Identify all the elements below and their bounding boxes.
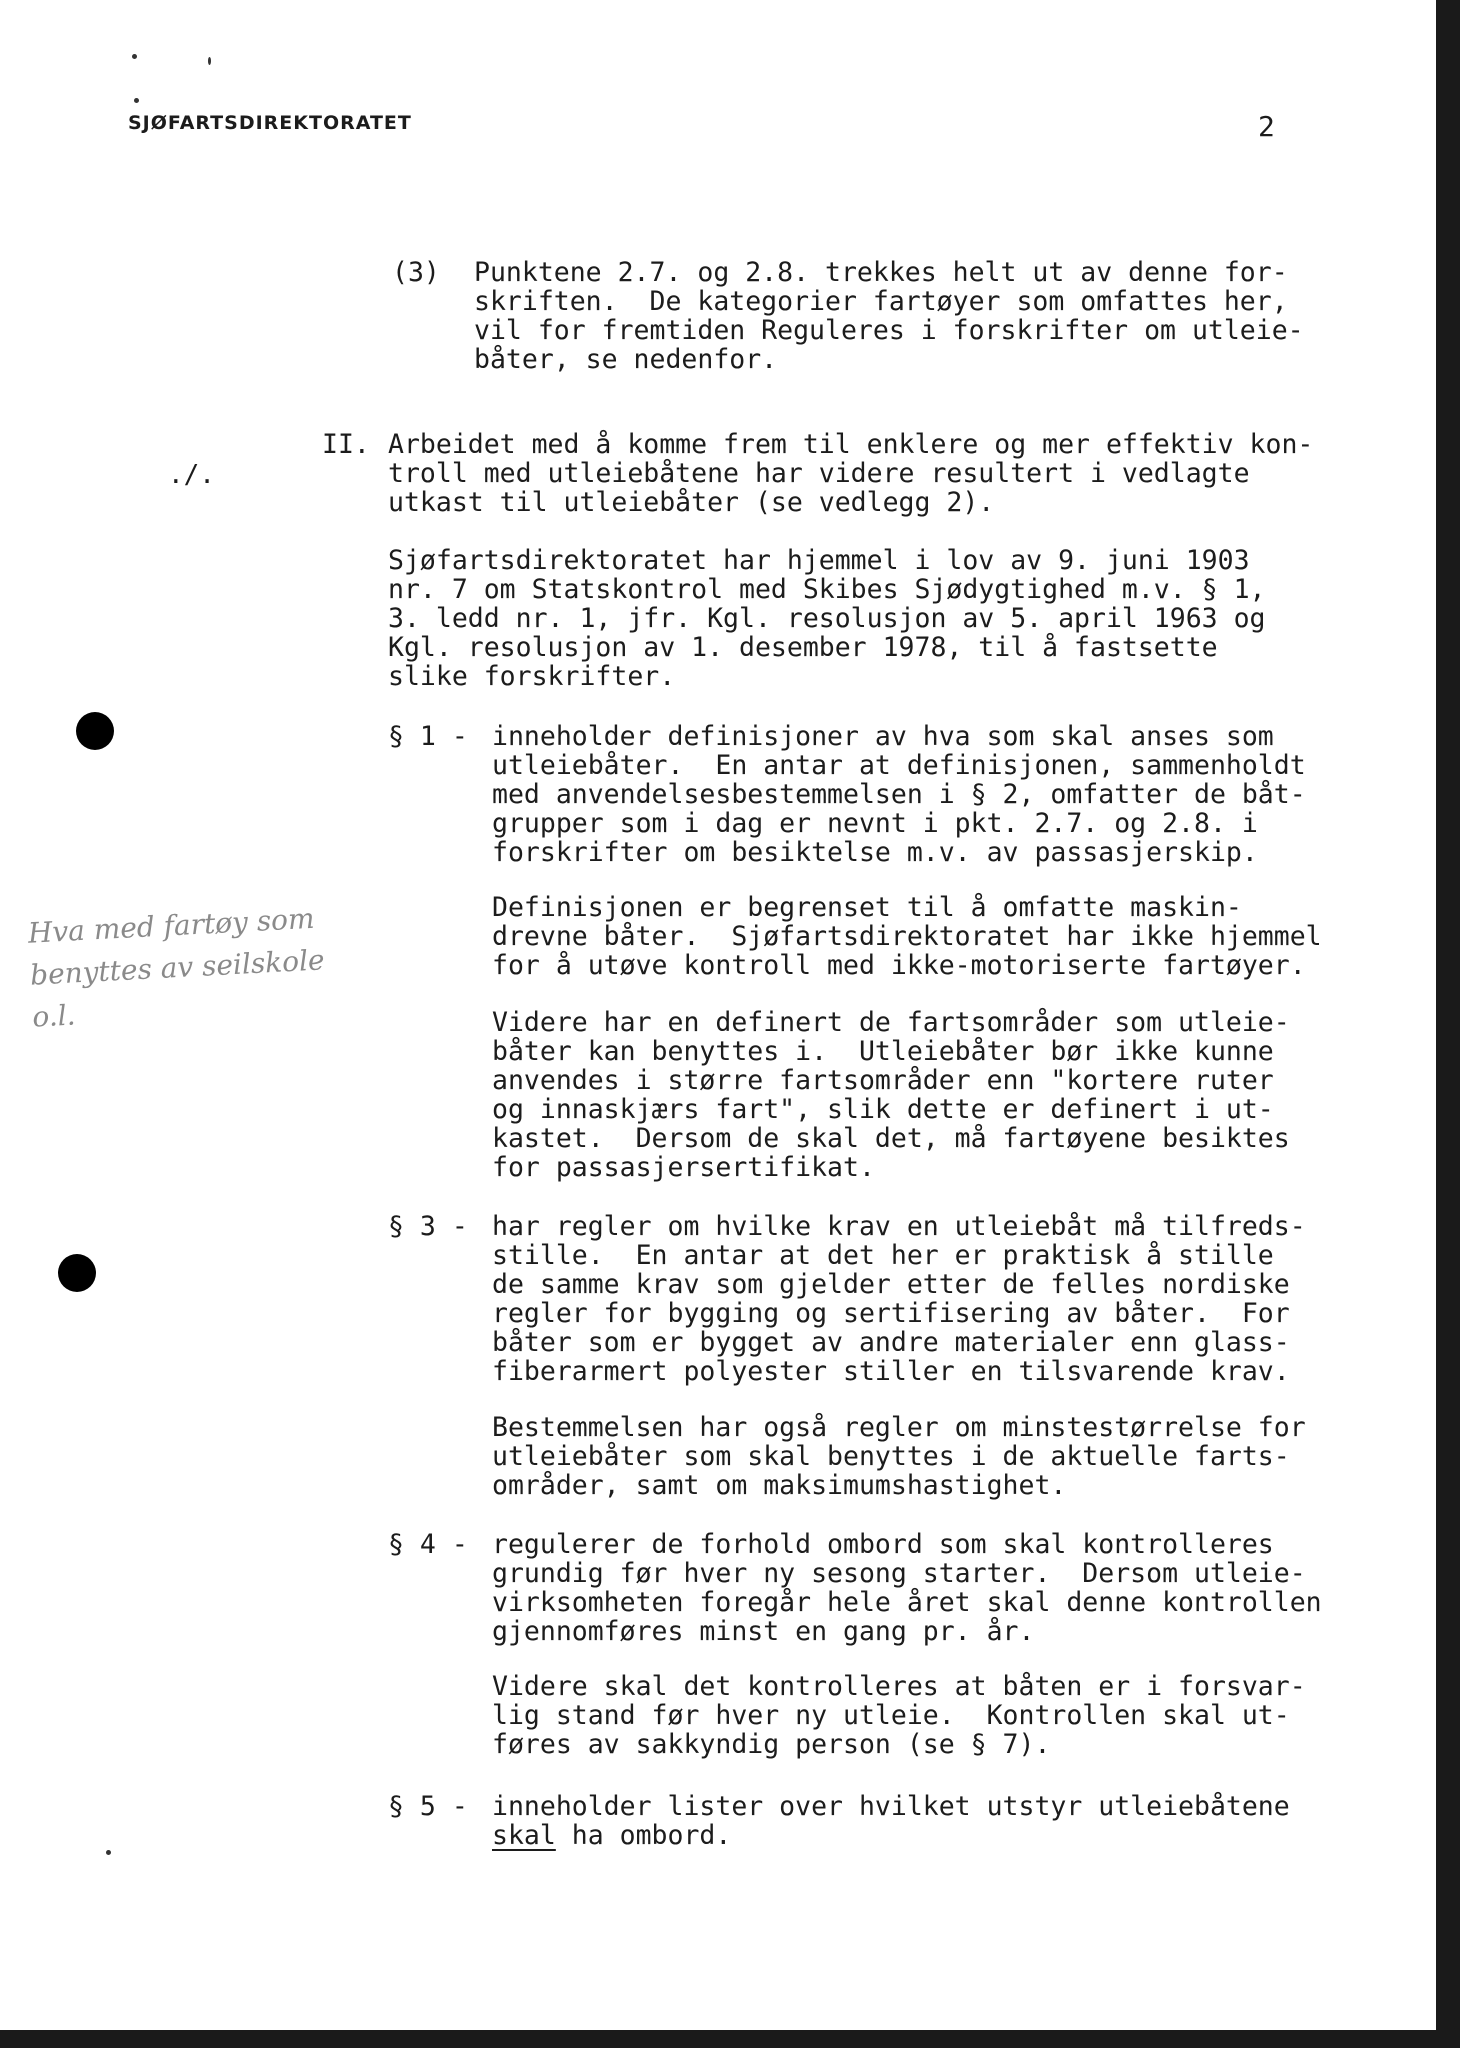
item-3-text: Punktene 2.7. og 2.8. trekkes helt ut av denne for- skriften. De kategorier fartøyer som omfattes her, vil for fremtiden Reguleres i forskrifter om utleie- båter, se nedenfor.	[474, 257, 1304, 375]
paragraph-3-label: § 3 -	[388, 1211, 468, 1242]
section-2-authority: Sjøfartsdirektoratet har hjemmel i lov av 9. juni 1903 nr. 7 om Statskontrol med Skibes Sjødygtighed m.v. § 1, 3. ledd nr. 1, jfr. Kgl. resolusjon av 5. april 1963 og Kgl. resolusjon av 1. desember 1978, til å fastsette slike forskrifter.	[388, 545, 1266, 692]
speck-mark	[208, 57, 211, 65]
item-3-label: (3)	[392, 257, 440, 288]
speck-mark	[134, 98, 139, 103]
paragraph-4-text: regulerer de forhold ombord som skal kontrolleres grundig før hver ny sesong starter. Dersom utleie- virksomheten foregår hele året skal denne kontrollen gjennomføres minst en gang pr. år.	[492, 1529, 1322, 1647]
speck-mark	[106, 1850, 111, 1855]
paragraph-3-text: har regler om hvilke krav en utleiebåt må tilfreds- stille. En antar at det her er praktisk å stille de samme krav som gjelder etter de felles nordiske regler for bygging og sertifisering av båter. For båter som er bygget av andre materialer enn glass- fiberarmert polyester stiller en tilsvarende krav.	[492, 1211, 1306, 1387]
paragraph-1-definition: Definisjonen er begrenset til å omfatte maskin- drevne båter. Sjøfartsdirektoratet har ikke hjemmel for å utøve kontroll med ikke-motoriserte fartøyer.	[492, 892, 1322, 981]
organization-header: SJØFARTSDIREKTORATET	[128, 112, 412, 134]
paragraph-4-inspection: Videre skal det kontrolleres at båten er i forsvar- lig stand før hver ny utleie. Kontrollen skal ut- føres av sakkyndig person (se § 7).	[492, 1671, 1306, 1760]
page-number: 2	[1258, 110, 1275, 143]
paragraph-1-areas: Videre har en definert de fartsområder som utleie- båter kan benyttes i. Utleiebåter bør ikke kunne anvendes i større fartsområder enn "kortere ruter og innaskjærs fart", slik dette er definert i ut- kastet. Dersom de skal det, må fartøyene besiktes for passasjersertifikat.	[492, 1007, 1290, 1183]
punch-hole	[76, 712, 114, 750]
section-2-label: II.	[322, 429, 370, 460]
speck-mark	[132, 54, 137, 59]
margin-mark: ./.	[168, 460, 215, 490]
paragraph-3-size-rules: Bestemmelsen har også regler om minstestørrelse for utleiebåter som skal benyttes i de aktuelle farts- områder, samt om maksimumshastighet.	[492, 1412, 1306, 1501]
paragraph-5-text	[492, 1792, 1290, 1850]
paragraph-1-text: inneholder definisjoner av hva som skal anses som utleiebåter. En antar at definisjonen, sammenholdt med anvendelsesbestemmelsen i § 2, omfatter de båt- grupper som i dag er nevnt i pkt. 2.7. og 2.8. i forskrifter om besiktelse m.v. av passasjerskip.	[492, 721, 1306, 868]
handwritten-note: Hva med fartøy som benyttes av seilskole o.l.	[27, 901, 326, 1034]
paragraph-4-label: § 4 -	[388, 1529, 468, 1560]
paragraph-5-line-1: inneholder lister over hvilket utstyr utleiebåtene	[492, 1791, 1290, 1822]
section-2-intro: Arbeidet med å komme frem til enklere og mer effektiv kon- troll med utleiebåtene har videre resultert i vedlagte utkast til utleiebåter (se vedlegg 2).	[388, 429, 1314, 518]
paragraph-5-label: § 5 -	[388, 1791, 468, 1822]
punch-hole	[58, 1254, 96, 1292]
paragraph-1-label: § 1 -	[388, 721, 468, 752]
paragraph-5-line-2: ha ombord.	[555, 1820, 732, 1851]
emphasized-word: skal	[492, 1820, 556, 1851]
